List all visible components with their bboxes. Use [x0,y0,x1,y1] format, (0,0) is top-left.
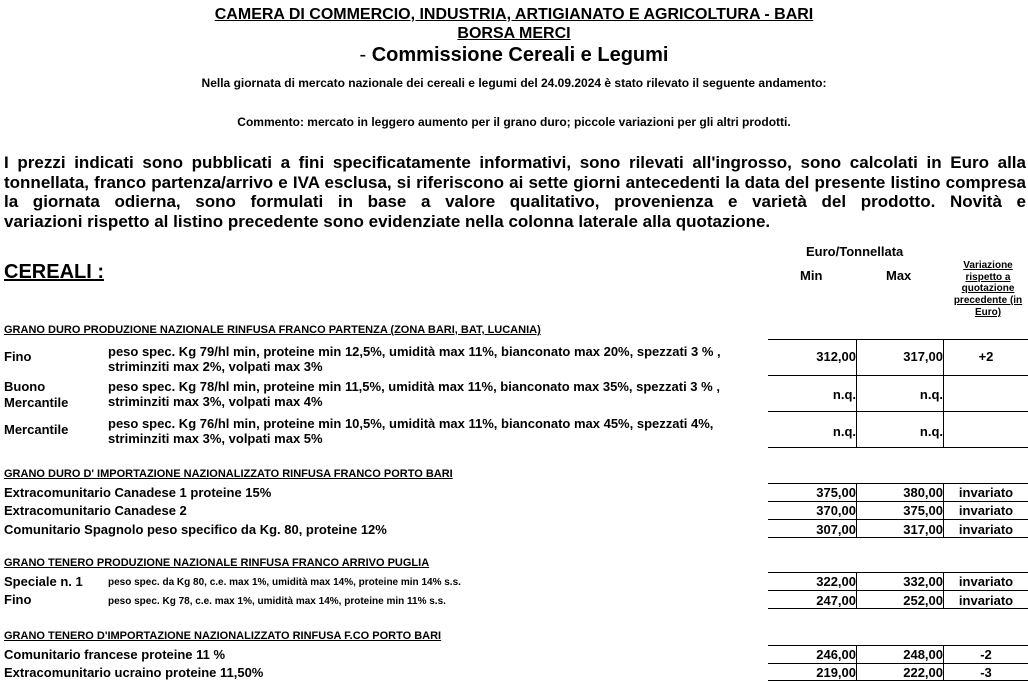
row-divider [768,519,1028,520]
price-max: 248,00 [903,647,943,662]
cereali-heading: CEREALI : [4,261,104,283]
grade-label: Mercantile [4,422,69,437]
price-variation: invariato [958,574,1014,589]
section-title: GRANO DURO D' IMPORTAZIONE NAZIONALIZZATO RINFUSA FRANCO PORTO BARI [4,468,453,480]
price-variation: invariato [958,593,1014,608]
borsa-merci-title: BORSA MERCI [457,25,571,42]
price-variation: invariato [958,503,1014,518]
grade-description: peso spec. Kg 78/hl min, proteine min 11,5%, umidità max 11%, bianconato max 35%, spezzati 3 % , striminziti max 3%, volpati max 4% [108,379,720,409]
row-divider [768,590,1028,591]
commission-title: - Commissione Cereali e Legumi [359,44,669,66]
price-max: 375,00 [903,503,943,518]
price-max: 317,00 [903,349,943,364]
chamber-title: CAMERA DI COMMERCIO, INDUSTRIA, ARTIGIANATO E AGRICOLTURA - BARI [214,6,814,23]
price-min: 247,00 [816,593,856,608]
section-title: GRANO TENERO PRODUZIONE NAZIONALE RINFUSA FRANCO ARRIVO PUGLIA [4,557,430,569]
product-label: Extracomunitario ucraino proteine 11,50% [4,665,264,680]
column-divider [856,483,857,537]
product-label: Comunitario francese proteine 11 % [4,647,226,662]
row-divider [768,375,1028,376]
price-max: 332,00 [903,574,943,589]
price-max: n.q. [919,424,943,439]
grade-description: peso spec. Kg 79/hl min, proteine min 12,5%, umidità max 11%, bianconato max 20%, spezzati 3 % , striminziti max 2%, volpati max 3% [108,344,721,374]
intro-text-main: I prezzi indicati sono pubblicati a fini specificatamente informativi, sono rilevati all'ingrosso, sono calcolati in Euro alla tonnellata, franco partenza/arrivo e IVA esclusa, si riferiscono ai sette giorni antecedenti la data del presente listino compresa la giornata odierna, sono formulati in base a valore qualitativo, provenienza e varietà del prodotto. Novità e [4,153,1026,212]
price-min: 246,00 [816,647,856,662]
price-variation: invariato [958,485,1014,500]
section-title: GRANO TENERO D'IMPORTAZIONE NAZIONALIZZATO RINFUSA F.CO PORTO BARI [4,630,442,642]
price-max: n.q. [919,387,943,402]
price-max: 317,00 [903,522,943,537]
row-divider [768,645,1028,646]
grade-label: Speciale n. 1 [4,574,83,589]
row-divider [768,411,1028,412]
row-divider [768,537,1028,538]
column-divider [943,339,944,447]
column-divider [943,483,944,537]
price-min: n.q. [832,424,856,439]
product-label: Comunitario Spagnolo peso specifico da Kg. 80, proteine 12% [4,522,387,537]
grade-description: peso spec. da Kg 80, c.e. max 1%, umidità max 14%, proteine min 14% s.s. [108,577,461,588]
price-min: 370,00 [816,503,856,518]
product-label: Extracomunitario Canadese 1 proteine 15% [4,485,272,500]
price-max: 380,00 [903,485,943,500]
unit-header: Euro/Tonnellata [806,244,904,259]
column-divider [943,645,944,681]
price-variation: +2 [978,349,994,364]
grade-label: Fino [4,592,32,607]
price-min: 307,00 [816,522,856,537]
column-divider [856,572,857,608]
price-min: n.q. [832,387,856,402]
max-header: Max [886,268,912,283]
row-divider [768,608,1028,609]
row-divider [768,447,1028,448]
price-min: 312,00 [816,349,856,364]
grade-description: peso spec. Kg 78, c.e. max 1%, umidità max 14%, proteine min 11% s.s. [108,596,446,607]
price-max: 222,00 [903,665,943,680]
row-divider [768,663,1028,664]
price-min: 375,00 [816,485,856,500]
grade-description: peso spec. Kg 76/hl min, proteine min 10,5%, umidità max 11%, bianconato max 45%, spezzati 4%, striminziti max 3%, volpati max 5% [108,416,714,446]
price-variation: -2 [980,647,992,662]
product-label: Extracomunitario Canadese 2 [4,503,187,518]
price-min: 322,00 [816,574,856,589]
section-title: GRANO DURO PRODUZIONE NAZIONALE RINFUSA FRANCO PARTENZA (ZONA BARI, BAT, LUCANIA) [4,324,541,336]
column-divider [856,645,857,681]
price-variation: -3 [980,665,992,680]
price-variation: invariato [958,522,1014,537]
row-divider [768,483,1028,484]
grade-label: Buono Mercantile [4,379,69,410]
price-max: 252,00 [903,593,943,608]
intro-text-last: variazioni rispetto al listino precedente sono evidenziate nella colonna laterale alla quotazione. [4,211,771,231]
market-comment: Commento: mercato in leggero aumento per il grano duro; piccole variazioni per gli altri prodotti. [237,115,791,129]
variation-header: Variazione rispetto a quotazione precedente (in Euro) [953,260,1023,318]
row-divider [768,572,1028,573]
grade-label: Fino [4,349,32,364]
column-divider [943,572,944,608]
min-header: Min [800,268,823,283]
price-min: 219,00 [816,665,856,680]
market-day-text: Nella giornata di mercato nazionale dei cereali e legumi del 24.09.2024 è stato rilevato il seguente andamento: [201,76,827,90]
column-divider [856,339,857,447]
row-divider [768,501,1028,502]
intro-paragraph [4,153,1026,231]
row-divider [768,339,1028,340]
